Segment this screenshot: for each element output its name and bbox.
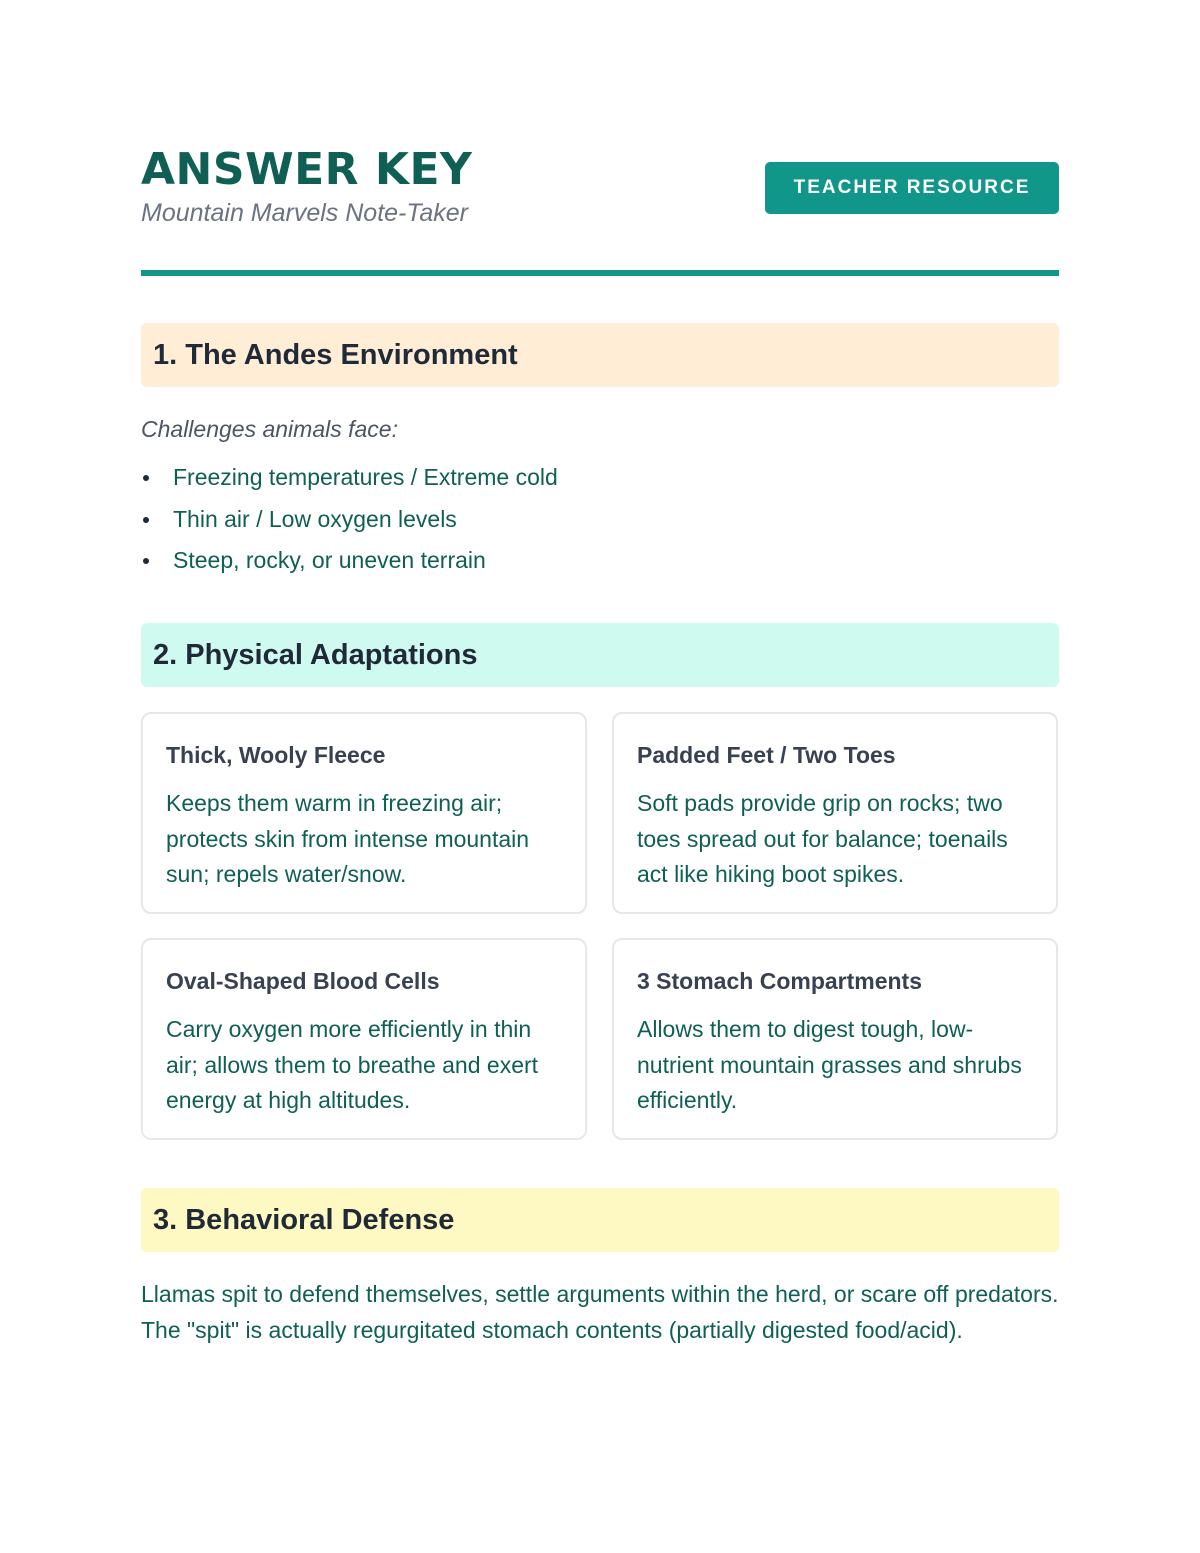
challenges-list: [141, 461, 558, 586]
list-item: [141, 461, 558, 503]
card-title: Padded Feet / Two Toes: [637, 742, 896, 768]
card-title: Oval-Shaped Blood Cells: [166, 968, 440, 994]
card-body: Allows them to digest tough, low-nutrient mountain grasses and shrubs efficiently.: [637, 1016, 1022, 1113]
list-item-text: Freezing temperatures / Extreme cold: [173, 464, 558, 490]
list-item-text: Steep, rocky, or uneven terrain: [173, 547, 486, 573]
bullet-icon: [143, 558, 149, 564]
card-body: Carry oxygen more efficiently in thin air; allows them to breathe and exert energy at high altitudes.: [166, 1016, 539, 1113]
section-heading-physical-adaptations: 2. Physical Adaptations: [141, 623, 1059, 687]
adaptation-card-feet: [612, 712, 1058, 914]
challenges-label: Challenges animals face:: [141, 416, 398, 442]
page-header: [141, 140, 1059, 240]
card-body: Soft pads provide grip on rocks; two toes spread out for balance; toenails act like hiking boot spikes.: [637, 790, 1008, 887]
adaptation-card-stomach: [612, 938, 1058, 1140]
behavioral-defense-text: Llamas spit to defend themselves, settle arguments within the herd, or scare off predators. The "spit" is actually regurgitated stomach contents (partially digested food/acid).: [141, 1281, 1059, 1343]
bullet-icon: [143, 517, 149, 523]
page-title: ANSWER KEY: [141, 144, 473, 195]
adaptation-card-blood-cells: [141, 938, 587, 1140]
card-title: Thick, Wooly Fleece: [166, 742, 386, 768]
bullet-icon: [143, 475, 149, 481]
card-title: 3 Stomach Compartments: [637, 968, 923, 994]
card-body: Keeps them warm in freezing air; protects skin from intense mountain sun; repels water/snow.: [166, 790, 530, 887]
list-item: [141, 503, 558, 545]
page-subtitle: Mountain Marvels Note-Taker: [141, 199, 468, 227]
adaptation-card-fleece: [141, 712, 587, 914]
section-heading-environment: 1. The Andes Environment: [141, 323, 1059, 387]
teacher-resource-badge: TEACHER RESOURCE: [765, 162, 1059, 214]
list-item-text: Thin air / Low oxygen levels: [173, 505, 457, 532]
header-divider: [141, 270, 1059, 276]
list-item: [141, 544, 558, 586]
section-heading-behavioral-defense: 3. Behavioral Defense: [141, 1188, 1059, 1252]
